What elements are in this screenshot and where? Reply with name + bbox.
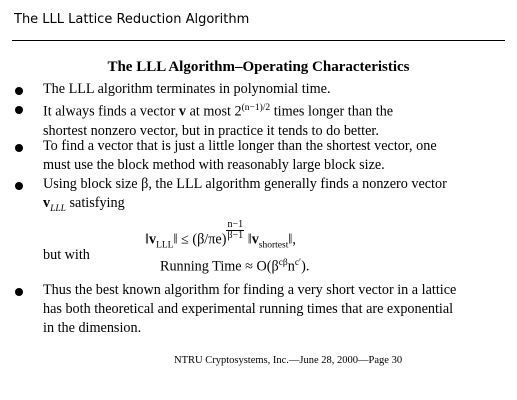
equation-running-time [160, 258, 309, 276]
equation-lll-bound: $‖v_{LLL}‖ \le (\beta/\pi e)$ $\frac{n-1}{\beta-1}$ $‖v_{shortest}‖$, [145, 219, 296, 251]
bullet-text-1: The LLL algorithm terminates in polynomial time. [43, 81, 331, 97]
eq-subscript-lhs: LLL [156, 240, 174, 251]
header-divider [12, 40, 505, 41]
eq-subscript-rhs: shortest [258, 240, 289, 251]
bullet-text-5: Thus the best known algorithm for finding a very short vector in a lattice has both theoretical and experimental running times that are exponential in the dimension. [43, 282, 457, 336]
bullet-2-suffix: times longer than the [270, 103, 394, 120]
eq2-label: Running Time ≈ O(β [160, 258, 279, 275]
fraction-numerator: n−1 [227, 219, 244, 230]
bullet-2-line-2: shortest nonzero vector, but in practice it tends to do better. [43, 122, 379, 139]
exponent: (n−1)/2 [241, 103, 271, 113]
eq-vector-lhs: v [148, 231, 157, 248]
slide-title: The LLL Algorithm–Operating Characteristics [107, 59, 410, 75]
bullet-4-prefix: Using block size β, the LLL algorithm generally finds a nonzero vector [43, 176, 447, 192]
bullet-text-4 [43, 175, 463, 219]
eq-end: , [292, 231, 296, 248]
eq-middle: ≤ (β/πe) [177, 231, 227, 248]
bullet-marker [15, 182, 23, 190]
bullet-text-2 [43, 99, 463, 141]
but-with-text: but with [43, 247, 90, 263]
bullet-marker [15, 106, 23, 114]
slide-header-title: The LLL Lattice Reduction Algorithm [14, 12, 250, 27]
eq-vector-rhs: v [251, 231, 259, 248]
bullet-marker [15, 144, 23, 152]
eq2-end: ). [301, 258, 310, 275]
bullet-2-prefix: It always finds a vector [43, 103, 179, 120]
bullet-text-3: To find a vector that is just a little longer than the shortest vector, one must use the block method with reasonably large block size. [43, 138, 437, 173]
vector-symbol: v [178, 103, 187, 120]
bullet-marker [15, 87, 23, 95]
bullet-marker [15, 288, 23, 296]
fraction-denominator: β−1 [227, 230, 244, 241]
bullet-4-suffix: satisfying [65, 195, 125, 211]
eq-exponent-fraction [226, 220, 244, 241]
eq2-n: n [287, 258, 295, 275]
slide-footer: NTRU Cryptosystems, Inc.—June 28, 2000—Page 30 [174, 355, 403, 366]
eq2-exponent-1: cβ [278, 258, 288, 268]
bullet-2-mid: at most 2 [186, 103, 242, 120]
vector-subscript: LLL [50, 203, 66, 214]
vector-symbol: v [43, 195, 51, 211]
eq2-exponent-2: c′ [294, 258, 302, 268]
